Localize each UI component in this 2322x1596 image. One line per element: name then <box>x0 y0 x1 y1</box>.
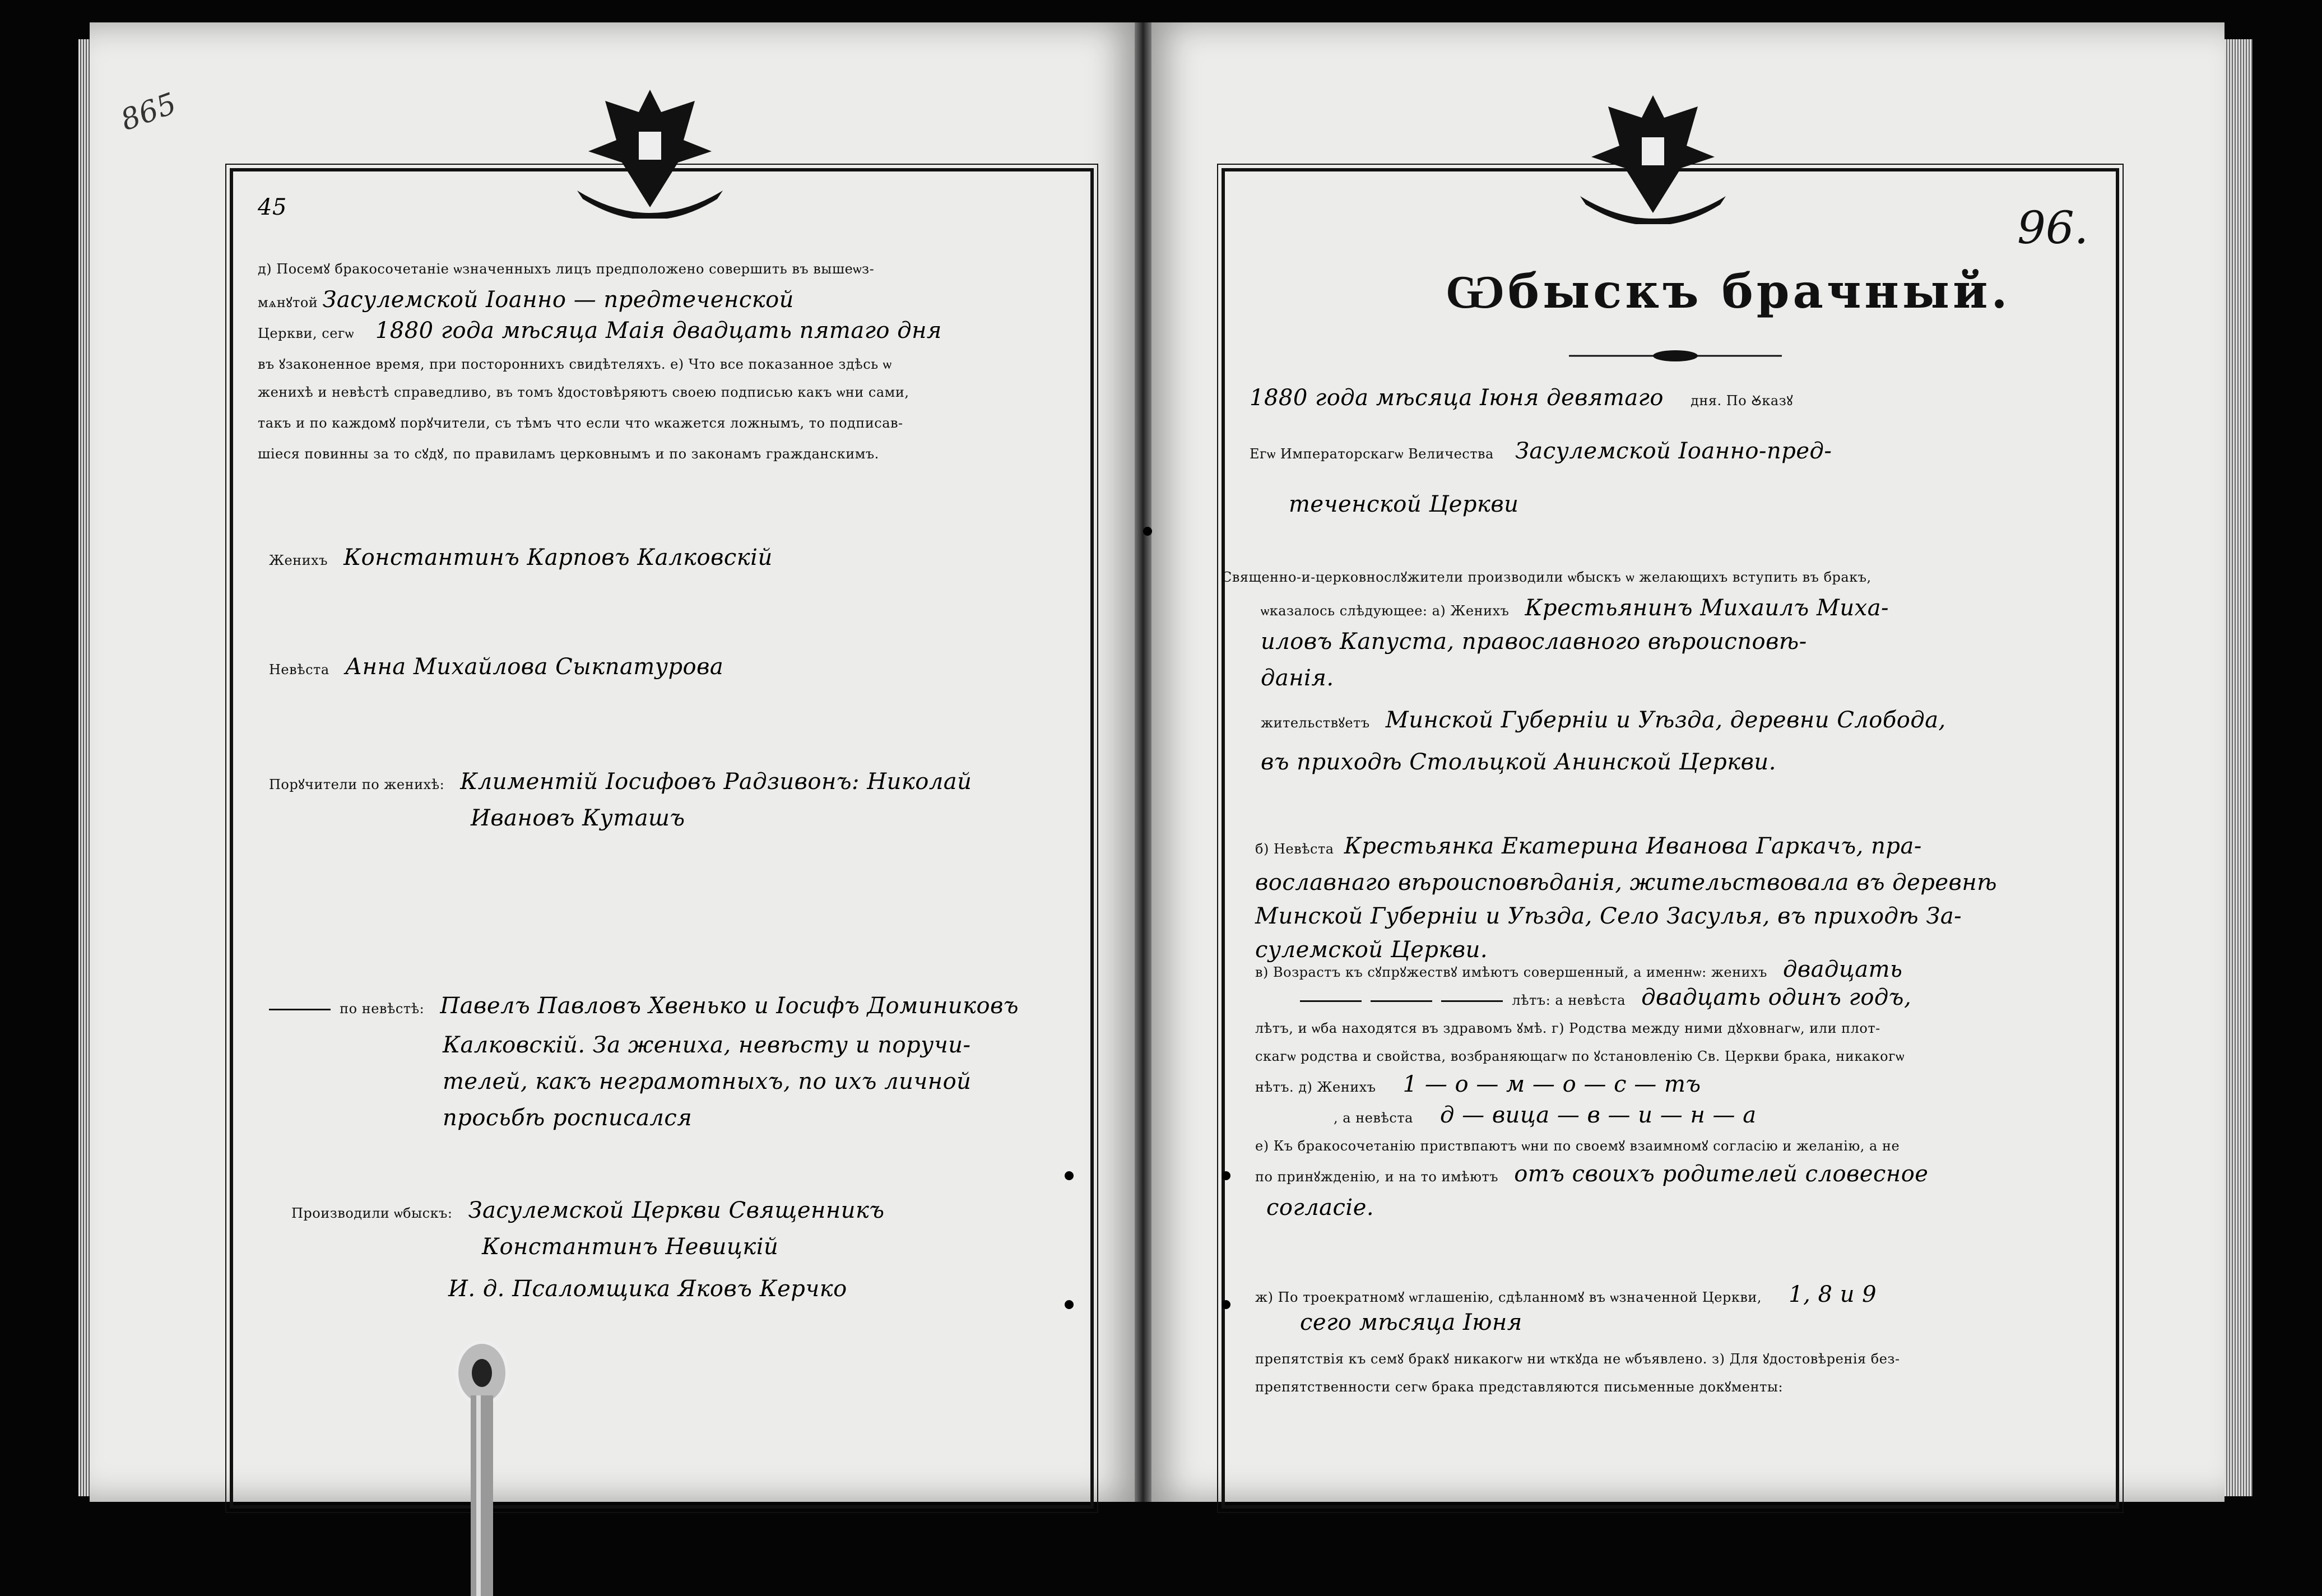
bride-right-handwritten-4: сулемской Церкви. <box>1255 937 1488 963</box>
bride-right-row <box>1255 835 1922 860</box>
marriage-bride-row <box>1334 1104 1757 1129</box>
para-d-line2 <box>258 289 794 314</box>
age-row-2 <box>1300 986 1911 1012</box>
impediment-line2: препятственности сегѡ брака представляются письменные докꙋменты: <box>1255 1379 1784 1395</box>
banns-handwritten-2: сего мѣсяца Іюня <box>1300 1310 1522 1335</box>
bride-guarantors-handwritten-3: телей, какъ неграмотныхъ, по ихъ личной <box>443 1069 972 1094</box>
majesty-row <box>1250 440 1832 465</box>
bride-guarantors-handwritten-2: Калковскій. За жениха, невѣсту и поручи- <box>443 1032 971 1058</box>
majesty-handwritten-1: Засулемской Іоанно-пред- <box>1515 438 1832 464</box>
majesty-handwritten-2: теченской Церкви <box>1289 491 1519 517</box>
clergy-line1: Священно-и-церковнослꙋжители производили ѡбыскъ ѡ желающихъ вступить въ бракъ, <box>1222 569 1871 585</box>
para-d-line2-printed: мѧнꙋтой <box>258 295 318 310</box>
groom-guarantors-handwritten-2: Ивановъ Куташъ <box>471 805 685 831</box>
para-d-line2-handwritten: Засулемской Іоанно — предтеченской <box>322 287 794 313</box>
consent-line2-printed: по принꙋжденію, и на то имѣютъ <box>1255 1169 1499 1185</box>
imperial-eagle-emblem-left <box>566 78 734 219</box>
para-d-line7: шіеся повинны за то сꙋдꙋ, по правиламъ церковнымъ и по законамъ гражданскимъ. <box>258 446 879 462</box>
searchers-handwritten-3: И. д. Псаломщика Яковъ Керчко <box>448 1276 847 1302</box>
bride-guarantors-row <box>269 995 1019 1020</box>
title-ornament <box>1569 347 1782 364</box>
dash-line <box>1371 1000 1432 1002</box>
para-d-line5: женихѣ и невѣстѣ справедливо, въ томъ ꙋдостовѣряютъ своею подписью какъ ѡни сами, <box>258 384 909 400</box>
health-line1: лѣтъ, и ѡба находятся въ здравомъ ꙋмѣ. г) Родства между ними дꙋховнагѡ, или плот- <box>1255 1020 1880 1036</box>
bride-guarantors-handwritten-1: Павелъ Павловъ Хвенько и Іосифъ Доминиковъ <box>440 993 1019 1019</box>
consent-line1: е) Къ бракосочетанію приствпаютъ ѡни по своемꙋ взаимномꙋ согласію и желанію, а не <box>1255 1138 1900 1154</box>
clergy-line3-handwritten: иловъ Капустa, православного вѣроисповѣ- <box>1261 629 1807 655</box>
residence-handwritten-1: Минской Губерніи и Уѣзда, деревни Слобода, <box>1385 707 1946 733</box>
para-d-line4: въ ꙋзаконенное время, при посторонниxъ свидѣтеляхъ. е) Что все показанное здѣсь ѡ <box>258 356 892 372</box>
searchers-handwritten-1: Засулемской Церкви Священникъ <box>468 1198 885 1223</box>
book-gutter <box>1135 22 1151 1502</box>
bride-right-handwritten-2: вославнаго вѣроисповѣданія, жительствовала въ деревнѣ <box>1255 870 1997 896</box>
bride-guarantors-handwritten-4: просьбѣ росписался <box>443 1105 693 1131</box>
searchers-label: Производили ѡбыскъ: <box>291 1205 453 1221</box>
metal-binder-clip <box>448 1334 516 1596</box>
para-d-line1: д) Посемꙋ бракосочетаніе ѡзначенныхъ лицъ предположено совершить въ вышеѡз- <box>258 261 875 277</box>
age-bride-handwritten: двадцать одинъ годъ, <box>1641 985 1912 1010</box>
marriage-bride-handwritten: д — вица — в — и — н — а <box>1440 1102 1757 1128</box>
page-number: 96. <box>2017 202 2089 254</box>
groom-guarantors-row <box>269 771 972 796</box>
document-title: Ѡбыскъ брачный. <box>1446 263 2011 319</box>
age-line2-printed: лѣтъ: а невѣста <box>1512 992 1626 1008</box>
bride-label: Невѣста <box>269 662 329 678</box>
date-row <box>1250 387 1793 412</box>
bride-right-label: б) Невѣста <box>1255 841 1334 857</box>
marriage-groom-handwritten: 1 — о — м — о — с — тъ <box>1403 1071 1701 1097</box>
age-printed: в) Возрастъ къ сꙋпрꙋжествꙋ имѣютъ совершенный, а именнѡ: женихъ <box>1255 964 1767 980</box>
marriage-groom-row <box>1255 1073 1701 1098</box>
margin-archive-number: 865 <box>116 86 181 138</box>
groom-row <box>269 546 773 572</box>
consent-line2-handwritten: отъ своихъ родителей словесное <box>1514 1161 1929 1187</box>
residence-handwritten-2: въ приходѣ Стольцкой Анинской Церкви. <box>1261 749 1776 775</box>
binding-hole <box>1065 1300 1074 1309</box>
bride-row <box>269 656 723 681</box>
clergy-line2-handwritten: Крестьянинъ Михаилъ Миха- <box>1525 595 1889 621</box>
binding-hole <box>1065 1171 1074 1180</box>
age-groom-handwritten: двадцать <box>1783 957 1903 982</box>
groom-guarantors-label: Порꙋчители по женихѣ: <box>269 777 445 792</box>
clergy-line2-printed: ѡказалось слѣдующее: а) Женихъ <box>1261 603 1510 619</box>
bride-name-handwritten: Анна Михайлова Сыкпатурова <box>345 654 724 680</box>
binding-hole <box>1143 527 1152 536</box>
dash-line <box>1300 1000 1362 1002</box>
banns-printed: ж) По троекратномꙋ ѡглашенію, сдѣланномꙋ въ ѡзначенной Церкви, <box>1255 1289 1762 1305</box>
consent-line2 <box>1255 1163 1928 1188</box>
clergy-line2 <box>1261 597 1889 622</box>
searchers-handwritten-2: Константинъ Невицкій <box>482 1234 779 1260</box>
age-row <box>1255 958 1902 983</box>
bride-right-handwritten-3: Минской Губерніи и Уѣзда, Село Засулья, въ приходѣ За- <box>1255 903 1962 929</box>
date-handwritten: 1880 года мѣсяца Іюня девятаго <box>1250 385 1664 411</box>
majesty-printed: Егѡ Императорскагѡ Величества <box>1250 446 1494 462</box>
residence-row <box>1261 709 1946 734</box>
marriage-groom-printed: нѣтъ. д) Женихъ <box>1255 1079 1376 1095</box>
date-printed-day: дня. По Ꙋказꙋ <box>1691 393 1794 409</box>
health-line2: скагѡ родства и свойства, возбраняющагѡ по ꙋстановленію Св. Церкви брака, никакогѡ <box>1255 1048 1905 1064</box>
marriage-bride-printed: , а невѣста <box>1334 1110 1413 1126</box>
clergy-line4-handwritten: данія. <box>1261 665 1334 691</box>
dash-line <box>1441 1000 1503 1002</box>
consent-line3-handwritten: согласіе. <box>1266 1195 1374 1221</box>
bride-guarantors-label: по невѣстѣ: <box>340 1001 425 1017</box>
para-d-line3 <box>258 319 942 345</box>
binding-hole <box>1222 1171 1230 1180</box>
residence-label: жительствꙋетъ <box>1261 715 1370 731</box>
corner-note: 45 <box>258 194 287 220</box>
impediment-line1: препятствія къ семꙋ бракꙋ никакогѡ ни ѡткꙋда не ѡбъявлено. з) Для ꙋдостовѣренія без- <box>1255 1351 1900 1367</box>
imperial-eagle-emblem-right <box>1569 84 1737 224</box>
groom-guarantors-handwritten-1: Климентій Іосифовъ Радзивонъ: Николай <box>460 769 972 795</box>
para-d-line6: такъ и по каждомꙋ порꙋчители, съ тѣмъ что если что ѡкажется ложнымъ, то подписав- <box>258 415 903 431</box>
para-d-line3-printed: Церкви, сегѡ <box>258 326 354 341</box>
para-d-line3-handwritten: 1880 года мѣсяца Маія двадцать пятаго дня <box>375 318 942 344</box>
groom-name-handwritten: Константинъ Карповъ Калковскій <box>343 545 773 570</box>
binding-hole <box>1222 1300 1230 1309</box>
searchers-row <box>291 1199 885 1224</box>
banns-row <box>1255 1283 1877 1309</box>
dash-line <box>269 1009 331 1010</box>
banns-handwritten-1: 1, 8 и 9 <box>1789 1282 1877 1307</box>
groom-label: Женихъ <box>269 553 328 568</box>
bride-right-handwritten-1: Крестьянка Екатерина Иванова Гаркачъ, пра- <box>1344 833 1922 859</box>
